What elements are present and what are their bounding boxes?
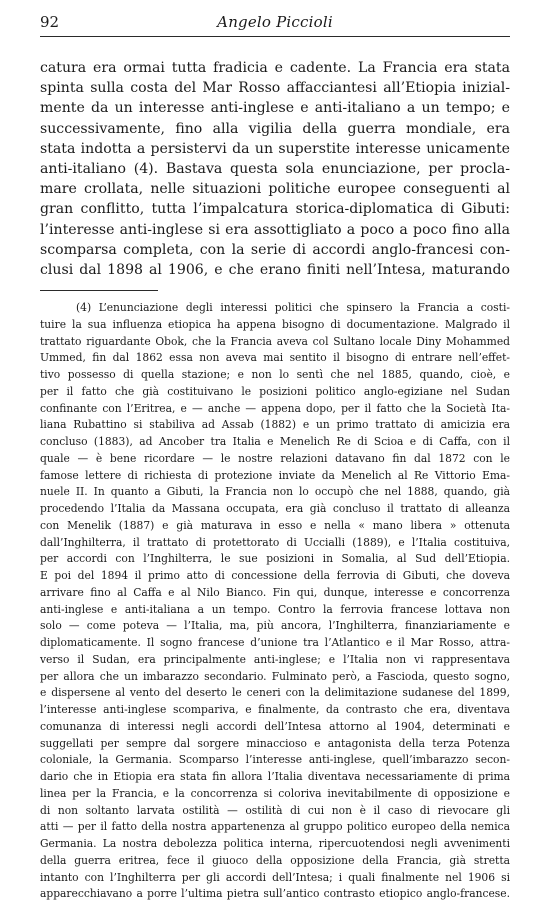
footnote-line: diplomaticamente. Il sogno francese d’unione tra l’Atlantico e il Mar Rosso, attra- (40, 636, 510, 649)
body-line: l’interesse anti-inglese si era assottigliato a poco a poco fino alla (40, 221, 510, 238)
running-head (40, 12, 510, 37)
body-paragraph (40, 58, 510, 280)
footnote-line: di non soltanto larvata ostilità — ostilità di cui non è il caso di rievocare gli (40, 803, 510, 817)
footnote-line: dall’Inghilterra, il trattato di protettorato di Uccialli (1889), e l’Italia costituiva, (40, 535, 510, 549)
footnote-line: e dispersene al vento del deserto le ceneri con la delimitazione sudanese del 1899, (40, 686, 510, 700)
footnote-line: confinante con l’Eritrea, e — anche — appena dopo, per il fatto che la Società Ita- (40, 401, 510, 415)
footnote-line: anti-inglese e anti-italiana a un tempo. Contro la ferrovia francese lottava non (40, 602, 510, 616)
body-line: scomparsa completa, con la serie di accordi anglo-francesi con- (40, 241, 510, 258)
footnote-line: nuele II. In quanto a Gibuti, la Francia non lo occupò che nel 1888, quando, già (40, 485, 510, 499)
body-line: spinta sulla costa del Mar Rosso affacciantesi all’Etiopia inizial- (40, 80, 510, 97)
footnote-line: E poi del 1894 il primo atto di concessione della ferrovia di Gibuti, che doveva (40, 569, 510, 582)
body-line: anti-italiano (4). Bastava questa sola enunciazione, per procla- (40, 160, 510, 177)
footnote-line: linea per la Francia, e la concorrenza si coloriva inevitabilmente di opposizione e (40, 786, 510, 800)
body-line: gran conflitto, tutta l’impalcatura storica-diplomatica di Gibuti: (40, 201, 510, 218)
footnote-block (40, 300, 510, 903)
footnote-line: tuire la sua influenza etiopica ha appena bisogno di documentazione. Malgrado il (40, 317, 510, 331)
footnote-line: dario che in Etiopia era stata fin allora l’Italia diventava necessariamente di prima (40, 770, 510, 783)
footnote-line: solo — come poteva — l’Italia, ma, più ancora, l’Inghilterra, finanziariamente e (40, 619, 510, 633)
footnote-line: quale — è bene ricordare — le nostre relazioni datavano fin dal 1872 con le (40, 451, 510, 465)
footnote-line: l’interesse anti-inglese scompariva, e finalmente, da contrasto che era, diventava (40, 703, 510, 716)
footnote-line: procedendo l’Italia da Massana occupata, era già concluso il trattato di alleanza (40, 502, 510, 515)
footnote-line: liana Rubattino si stabiliva ad Assab (1882) e un primo trattato di amicizia era (40, 418, 510, 432)
footnote-line: Germania. La nostra debolezza politica interna, ripercuotendosi negli avvenimenti (40, 837, 510, 850)
footnote-line: verso il Sudan, era principalmente anti-inglese; e l’Italia non vi rappresentava (40, 652, 510, 666)
footnote-line: per accordi con l’Inghilterra, le sue posizioni in Somalia, al Sud dell’Etiopia. (40, 552, 510, 566)
running-title: Angelo Piccioli (217, 13, 333, 31)
footnote-line: con Menelik (1887) e già maturava in esso e nella « mano libera » ottenuta (40, 518, 510, 532)
body-line: stata indotta a persistervi da un superstite interesse unicamente (40, 140, 510, 157)
footnote-line: concluso (1883), ad Ancober tra Italia e Menelich Re di Scioa e di Caffa, con il (40, 435, 510, 448)
body-line: successivamente, fino alla vigilia della guerra mondiale, era (40, 120, 510, 137)
footnote-line: (4) L’enunciazione degli interessi politici che spinsero la Francia a costi- (76, 301, 510, 314)
footnote-line: suggellati per sempre dal sorgere minaccioso e antagonista della terza Potenza (40, 736, 510, 750)
footnote-line: arrivare fino al Caffa e al Nilo Bianco. Fin qui, dunque, interesse e concorrenza (40, 585, 510, 599)
body-line: mente da un interesse anti-inglese e anti-italiano a un tempo; e (40, 100, 510, 117)
footnote-line: atti — per il fatto della nostra appartenenza al gruppo politico europeo della nemica (40, 820, 510, 834)
footnote-line: comunanza di interessi negli accordi dell’Intesa attorno al 1904, determinati e (40, 719, 510, 733)
footnote-line: Ummed, fin dal 1862 essa non aveva mai sentito il bisogno di entrare nell’effet- (40, 351, 510, 365)
footnote-line: intanto con l’Inghilterra per gli accordi dell’Intesa; i quali finalmente nel 1906 si (40, 870, 510, 884)
body-line: catura era ormai tutta fradicia e cadente. La Francia era stata (40, 60, 510, 76)
footnote-line: trattato riguardante Obok, che la Francia aveva col Sultano locale Diny Mohammed (40, 334, 510, 348)
body-line: clusi dal 1898 al 1906, e che erano finiti nell’Intesa, maturando (40, 261, 510, 278)
footnote-line: apparecchiavano a porre l’ultima pietra sull’antico contrasto etiopico anglo-francese. (40, 887, 510, 901)
footnote-line: famose lettere di richiesta di protezione inviate da Menelich al Re Vittorio Ema- (40, 468, 510, 482)
page-number: 92 (40, 13, 60, 31)
body-line: mare crollata, nelle situazioni politiche europee conseguenti al (40, 181, 510, 198)
footnote-line: tivo possesso di quella stazione; e non lo sentì che nel 1885, quando, cioè, e (40, 368, 510, 381)
footnote-line: per allora che un imbarazzo secondario. Fulminato però, a Fascioda, questo sogno, (40, 669, 510, 683)
footnote-line: per il fatto che già costituivano le posizioni politico anglo-egiziane nel Sudan (40, 384, 510, 398)
footnote-separator (40, 290, 158, 291)
footnote-line: della guerra eritrea, fece il giuoco della opposizione della Francia, già stretta (40, 853, 510, 867)
footnote-line: coloniale, la Germania. Scomparso l’interesse anti-inglese, quell’imbarazzo secon- (40, 753, 510, 767)
